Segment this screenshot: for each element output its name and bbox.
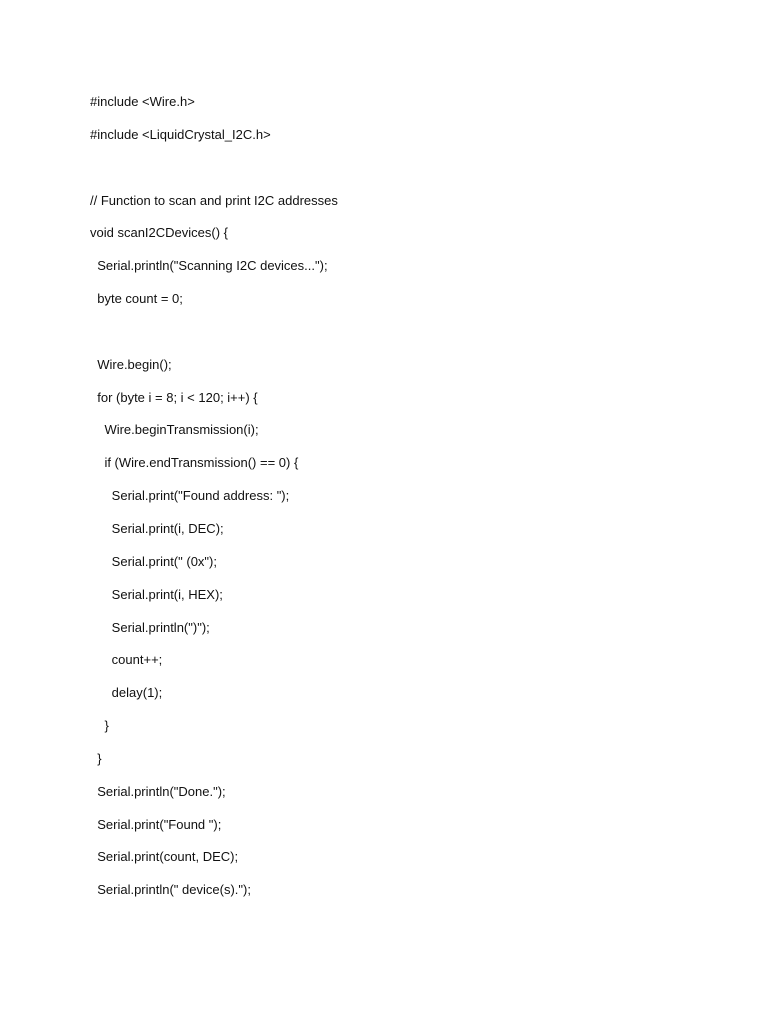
code-line: Serial.print(i, DEC); — [90, 520, 224, 536]
code-line: Serial.print(i, HEX); — [90, 586, 223, 602]
code-line: Serial.println(")"); — [90, 619, 210, 635]
code-line: delay(1); — [90, 685, 163, 701]
code-line: } — [90, 750, 102, 766]
code-listing — [90, 91, 338, 912]
code-line: // Function to scan and print I2C addresses — [90, 192, 338, 208]
code-line: void scanI2CDevices() { — [90, 225, 228, 241]
code-line: Serial.print("Found address: "); — [90, 488, 290, 504]
code-line: Serial.print(" (0x"); — [90, 553, 217, 569]
code-line: #include <LiquidCrystal_I2C.h> — [90, 126, 271, 142]
code-line: Serial.println("Done."); — [90, 783, 226, 799]
code-line: Wire.begin(); — [90, 356, 172, 372]
code-line: Serial.println("Scanning I2C devices..."); — [90, 258, 328, 274]
code-line — [90, 157, 338, 190]
code-line: byte count = 0; — [90, 291, 183, 307]
code-line: if (Wire.endTransmission() == 0) { — [90, 455, 299, 471]
code-line: for (byte i = 8; i < 120; i++) { — [90, 389, 258, 405]
code-line — [90, 321, 338, 354]
code-line: Serial.print("Found "); — [90, 816, 222, 832]
code-line: } — [90, 718, 109, 734]
code-line: count++; — [90, 652, 163, 668]
code-line: Serial.print(count, DEC); — [90, 849, 239, 865]
code-line: Wire.beginTransmission(i); — [90, 422, 259, 438]
code-line: #include <Wire.h> — [90, 94, 195, 109]
code-line: Serial.println(" device(s)."); — [90, 882, 251, 898]
